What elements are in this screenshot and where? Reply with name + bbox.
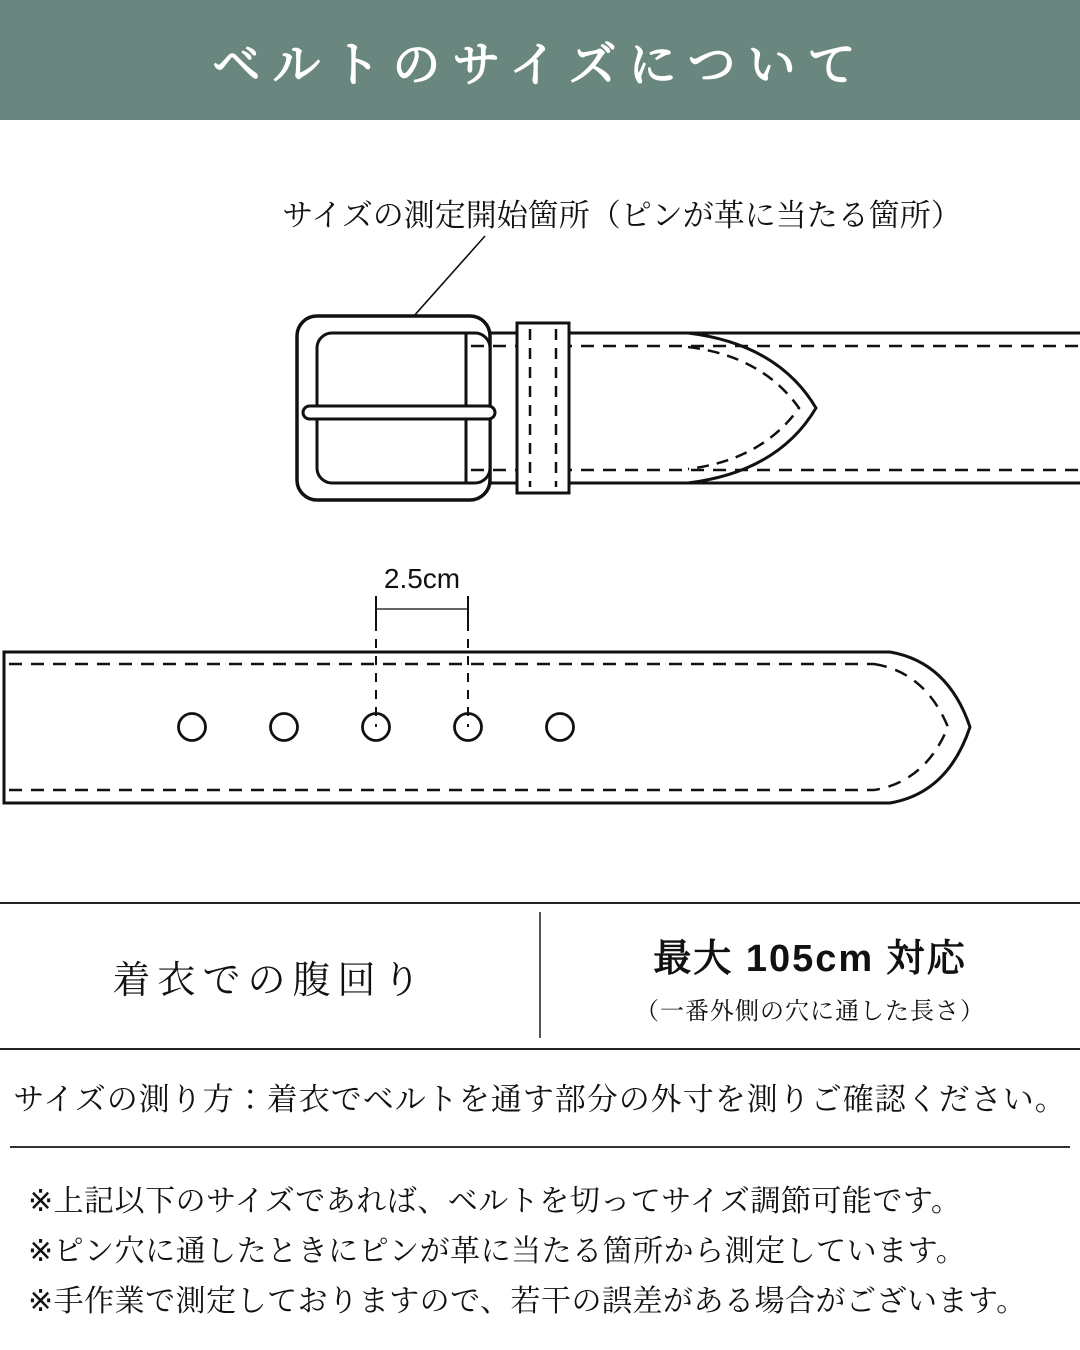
belt-tip <box>688 333 816 483</box>
belt-holes-diagram <box>0 550 1080 840</box>
belt-keeper-loop <box>517 323 569 493</box>
measurement-bar <box>376 596 468 622</box>
note-item: ※ピン穴に通したときにピンが革に当たる箇所から測定しています。 <box>28 1235 967 1268</box>
notes-list <box>28 1177 1064 1327</box>
measuring-instruction: サイズの測り方：着衣でベルトを通す部分の外寸を測りご確認ください。 <box>13 1082 1067 1117</box>
buckle-pin <box>303 406 495 419</box>
belt-body <box>4 652 970 803</box>
hole-spacing-label: 2.5cm <box>383 563 461 594</box>
max-size-value: 最大 105cm 対応 <box>653 937 967 980</box>
waist-measure-label: 着衣での腹回り <box>112 959 428 1002</box>
size-table-value-cell <box>540 904 1080 1048</box>
belt-hole <box>179 714 206 741</box>
note-item: ※上記以下のサイズであれば、ベルトを切ってサイズ調節可能です。 <box>28 1185 962 1218</box>
size-table-label-cell <box>0 904 540 1048</box>
measure-start-annotation: サイズの測定開始箇所（ピンが革に当たる箇所） <box>282 198 962 233</box>
max-size-note: （一番外側の穴に通した長さ） <box>635 997 985 1025</box>
section-divider-line <box>10 1146 1070 1148</box>
note-item: ※手作業で測定しておりますので、若干の誤差がある場合がございます。 <box>28 1285 1027 1318</box>
belt-hole <box>547 714 574 741</box>
belt-buckle-diagram <box>0 160 1080 540</box>
header-banner <box>0 0 1080 120</box>
table-vertical-divider <box>539 912 541 1038</box>
page-title: ベルトのサイズについて <box>212 38 868 92</box>
belt-hole <box>271 714 298 741</box>
